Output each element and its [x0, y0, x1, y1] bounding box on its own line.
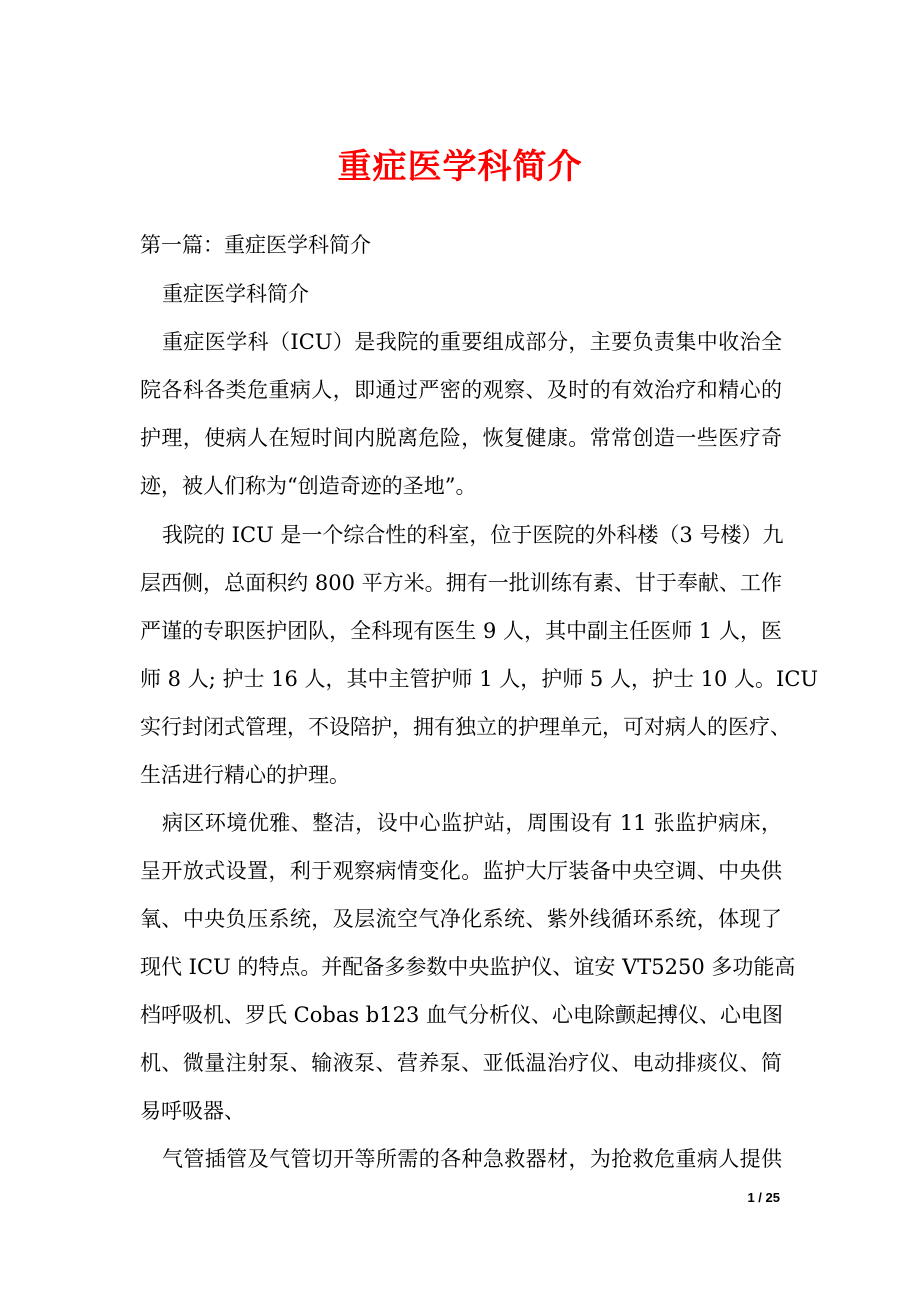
paragraph-line: 档呼吸机、罗氏 Cobas b123 血气分析仪、心电除颤起搏仪、心电图 [140, 1003, 783, 1027]
paragraph-line: 机、微量注射泵、输液泵、营养泵、亚低温治疗仪、电动排痰仪、简 [140, 1051, 782, 1075]
paragraph-line: 易呼吸器、 [140, 1099, 245, 1123]
paragraph-line: 生活进行精心的护理。 [140, 763, 350, 787]
paragraph-line: 气管插管及气管切开等所需的各种急救器材，为抢救危重病人提供 [162, 1147, 782, 1171]
paragraph-line: 迹，被人们称为“创造奇迹的圣地”。 [140, 474, 477, 498]
document-title: 重症医学科简介 [337, 147, 583, 187]
paragraph-line: 层西侧，总面积约 800 平方米。拥有一批训练有素、甘于奉献、工作 [140, 571, 782, 595]
subheading: 重症医学科简介 [162, 282, 309, 306]
paragraph-line: 院各科各类危重病人，即通过严密的观察、及时的有效治疗和精心的 [140, 378, 782, 402]
paragraph-line: 我院的 ICU 是一个综合性的科室，位于医院的外科楼（3 号楼）九 [162, 523, 784, 547]
paragraph-line: 氧、中央负压系统，及层流空气净化系统、紫外线循环系统，体现了 [140, 907, 782, 931]
paragraph-line: 呈开放式设置，利于观察病情变化。监护大厅装备中央空调、中央供 [140, 859, 782, 883]
paragraph-line: 护理，使病人在短时间内脱离危险，恢复健康。常常创造一些医疗奇 [140, 426, 782, 450]
section-heading: 第一篇：重症医学科简介 [140, 233, 371, 257]
paragraph-line: 现代 ICU 的特点。并配备多参数中央监护仪、谊安 VT5250 多功能高 [140, 955, 796, 979]
paragraph-line: 重症医学科（ICU）是我院的重要组成部分，主要负责集中收治全 [162, 330, 782, 354]
paragraph-line: 严谨的专职医护团队，全科现有医生 9 人，其中副主任医师 1 人，医 [140, 619, 782, 643]
paragraph-line: 病区环境优雅、整洁，设中心监护站，周围设有 11 张监护病床， [162, 811, 782, 835]
paragraph-line: 实行封闭式管理，不设陪护，拥有独立的护理单元，可对病人的医疗、 [140, 715, 791, 739]
page-indicator: 1 / 25 [747, 1190, 780, 1205]
paragraph-line: 师 8 人; 护士 16 人，其中主管护师 1 人，护师 5 人，护士 10 人。ICU [140, 667, 819, 691]
